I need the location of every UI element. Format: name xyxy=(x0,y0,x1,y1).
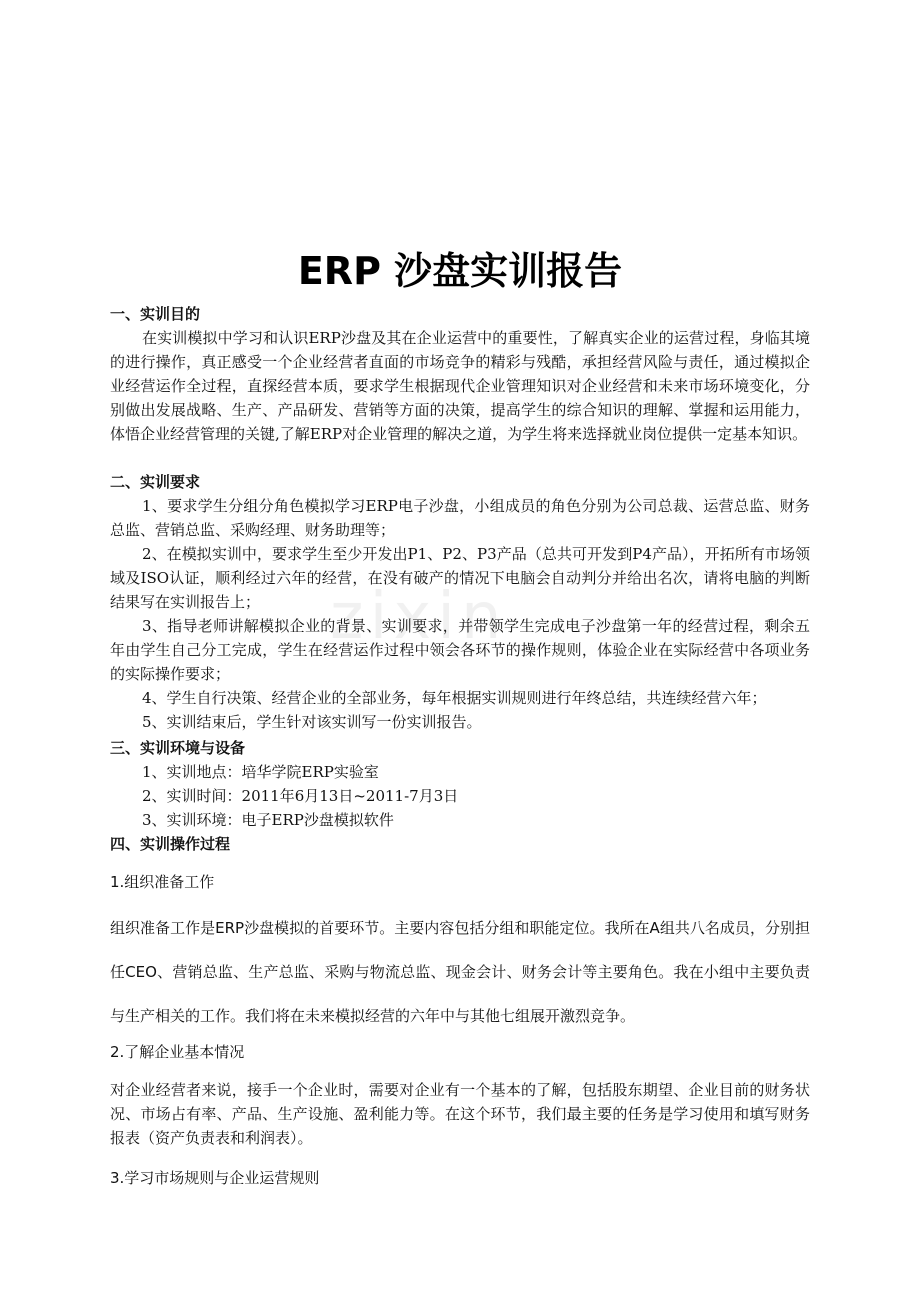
environment-item-1: 1、实训地点：培华学院ERP实验室 xyxy=(142,763,379,781)
subheading-2: 2.了解企业基本情况 xyxy=(110,1043,245,1061)
section-heading-2: 二、实训要求 xyxy=(110,473,201,491)
subheading-3: 3.学习市场规则与企业运营规则 xyxy=(110,1169,320,1187)
requirement-item-2: 2、在模拟实训中，要求学生至少开发出P1、P2、P3产品（总共可开发到P4产品），开拓所有市场领域及ISO认证，顺利经过六年的经营，在没有破产的情况下电脑会自动判分并给出名次，请将电脑的判断结果写在实训报告上； xyxy=(110,545,810,611)
watermark: zixin xyxy=(330,580,508,654)
requirement-item-1: 1、要求学生分组分角色模拟学习ERP电子沙盘，小组成员的角色分别为公司总裁、运营总监、财务总监、营销总监、采购经理、财务助理等； xyxy=(110,497,810,539)
subsection-1-body: 组织准备工作是ERP沙盘模拟的首要环节。主要内容包括分组和职能定位。我所在A组共八名成员，分别担任CEO、营销总监、生产总监、采购与物流总监、现金会计、财务会计等主要角色。我在小组中主要负责与生产相关的工作。我们将在未来模拟经营的六年中与其他七组展开激烈竞争。 xyxy=(110,919,810,1025)
section-1-body: 在实训模拟中学习和认识ERP沙盘及其在企业运营中的重要性，了解真实企业的运营过程，身临其境的进行操作，真正感受一个企业经营者直面的市场竞争的精彩与残酷，承担经营风险与责任，通过模拟企业经营运作全过程，直探经营本质，要求学生根据现代企业管理知识对企业经营和未来市场环境变化，分别做出发展战略、生产、产品研发、营销等方面的决策，提高学生的综合知识的理解、掌握和运用能力，体悟企业经营管理的关键,了解ERP对企业管理的解决之道，为学生将来选择就业岗位提供一定基本知识。 xyxy=(110,329,810,443)
section-heading-1: 一、实训目的 xyxy=(110,305,201,323)
environment-item-2: 2、实训时间：2011年6月13日~2011-7月3日 xyxy=(142,787,459,805)
requirement-item-3: 3、指导老师讲解模拟企业的背景、实训要求，并带领学生完成电子沙盘第一年的经营过程，剩余五年由学生自己分工完成，学生在经营运作过程中领会各环节的操作规则，体验企业在实际经营中各项业务的实际操作要求； xyxy=(110,617,810,683)
requirement-item-5: 5、实训结束后，学生针对该实训写一份实训报告。 xyxy=(142,713,482,731)
environment-item-3: 3、实训环境：电子ERP沙盘模拟软件 xyxy=(142,811,394,829)
subsection-2-body: 对企业经营者来说，接手一个企业时，需要对企业有一个基本的了解，包括股东期望、企业目前的财务状况、市场占有率、产品、生产设施、盈利能力等。在这个环节，我们最主要的任务是学习使用和填写财务报表（资产负责表和利润表）。 xyxy=(110,1081,810,1147)
subheading-1: 1.组织准备工作 xyxy=(110,873,215,891)
section-heading-3: 三、实训环境与设备 xyxy=(110,739,246,757)
section-heading-4: 四、实训操作过程 xyxy=(110,835,231,853)
requirement-item-4: 4、学生自行决策、经营企业的全部业务，每年根据实训规则进行年终总结，共连续经营六年； xyxy=(142,689,767,707)
page-title: ERP 沙盘实训报告 xyxy=(297,249,623,293)
